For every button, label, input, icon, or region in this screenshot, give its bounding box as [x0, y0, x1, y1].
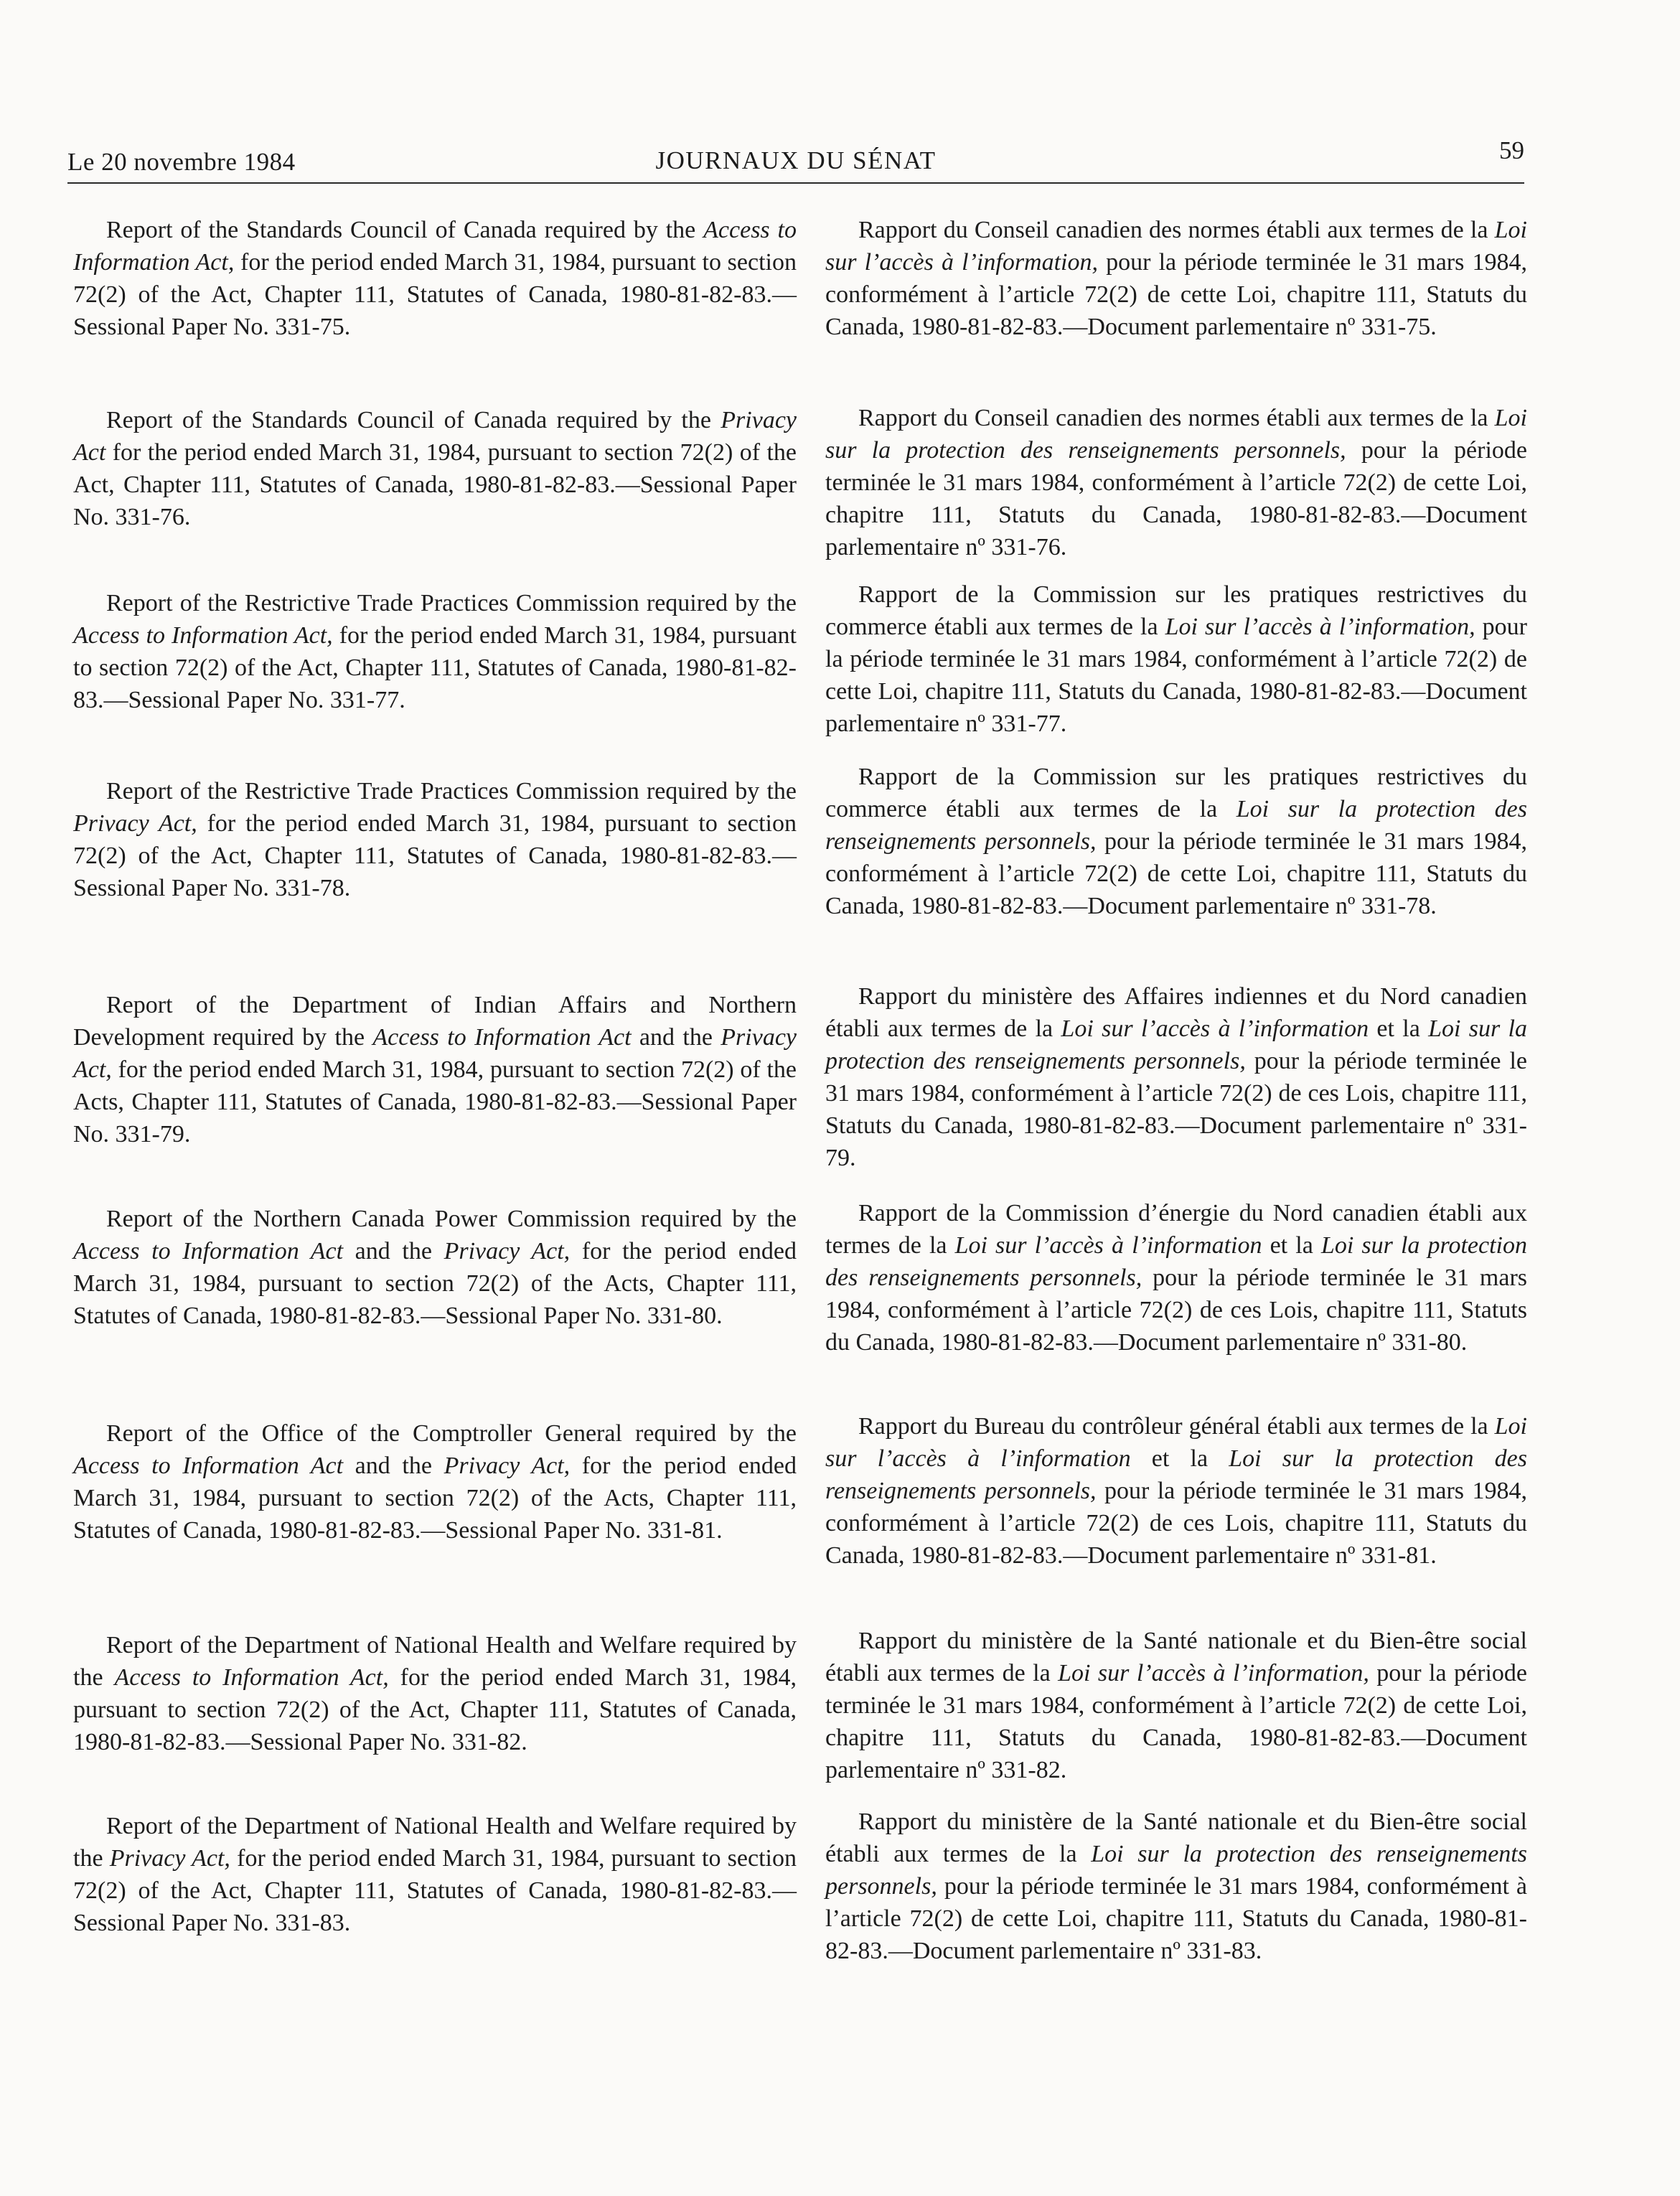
text-run: for the period ended March 31, 1984, pursuant to section 72(2) of the Act, Chapter 111, Statutes of Canada, 1980-81-82-83.—Sessional Paper No. 331-83. — [73, 1845, 797, 1936]
text-run: et la — [1130, 1445, 1229, 1472]
text-run: and the — [343, 1453, 444, 1479]
act-title: Privacy Act, — [109, 1845, 230, 1872]
report-entry-en-9 — [73, 1810, 797, 1939]
act-title: Privacy Act, — [444, 1453, 571, 1479]
act-title: Loi sur l’accès à l’information, — [825, 217, 1527, 276]
report-entry-en-4 — [73, 775, 797, 904]
text-run: and the — [343, 1238, 444, 1264]
act-title: Access to Information Act, — [73, 622, 333, 649]
report-entry-fr-3 — [825, 578, 1527, 740]
text-run: Rapport du ministère de la Santé nationale et du Bien-être social établi aux termes de la — [825, 1808, 1527, 1867]
text-run: et la — [1369, 1015, 1429, 1042]
entry-text — [73, 1629, 797, 1758]
report-entry-en-5 — [73, 989, 797, 1150]
header-rule — [67, 182, 1524, 184]
text-run: for the period ended March 31, 1984, pursuant to section 72(2) of the Act, Chapter 111, Statutes of Canada, 1980-81-82-83.—Sessional Paper No. 331-77. — [73, 622, 797, 713]
act-title: Loi sur la protection des renseignements personnels, — [825, 796, 1527, 855]
text-run: pour la période terminée le 31 mars 1984, conformément à l’article 72(2) de ces Lois, chapitre 111, Statuts du Canada, 1980-81-82-83.—Document parlementaire nº 331-79. — [825, 1048, 1527, 1171]
act-title: Access to Information Act — [372, 1024, 632, 1051]
text-run: Report of the Restrictive Trade Practices Commission required by the — [106, 778, 797, 804]
report-entry-fr-5 — [825, 980, 1527, 1174]
text-run: Rapport du Conseil canadien des normes établi aux termes de la — [858, 217, 1495, 243]
text-run: pour la période terminée le 31 mars 1984, conformément à l’article 72(2) de cette Loi, chapitre 111, Statuts du Canada, 1980-81-82-83.—Document parlementaire nº 331-83. — [825, 1873, 1527, 1964]
text-run: Rapport du Conseil canadien des normes établi aux termes de la — [858, 405, 1495, 431]
act-title: Privacy Act, — [73, 1024, 797, 1083]
text-run: Rapport du Bureau du contrôleur général établi aux termes de la — [858, 1413, 1495, 1440]
text-run: Report of the Standards Council of Canada required by the — [106, 407, 721, 433]
text-run: pour la période terminée le 31 mars 1984, conformément à l’article 72(2) de ces Lois, chapitre 111, Statuts du Canada, 1980-81-82-83.—Document parlementaire nº 331-81. — [825, 1478, 1527, 1569]
act-title: Loi sur la protection des renseignements personnels, — [825, 1445, 1528, 1504]
text-run: for the period ended March 31, 1984, pursuant to section 72(2) of the Acts, Chapter 111, Statutes of Canada, 1980-81-82-83.—Sessional Paper No. 331-81. — [73, 1453, 797, 1544]
entry-text — [73, 775, 797, 904]
entry-text — [825, 402, 1527, 563]
entry-text — [73, 404, 797, 533]
report-entry-fr-9 — [825, 1806, 1527, 1967]
act-title: Loi sur la protection des renseignements personnels, — [825, 1015, 1527, 1074]
text-run: Rapport de la Commission sur les pratiques restrictives du commerce établi aux termes de la — [825, 764, 1527, 822]
act-title: Loi sur l’accès à l’information, — [1165, 614, 1475, 640]
text-run: et la — [1262, 1232, 1321, 1259]
act-title: Access to Information Act — [73, 1453, 344, 1479]
act-title: Loi sur l’accès à l’information — [825, 1413, 1527, 1472]
entry-text — [825, 1625, 1527, 1786]
entry-text — [73, 587, 797, 716]
entry-text — [825, 578, 1527, 740]
text-run: pour la période terminée le 31 mars 1984, conformément à l’article 72(2) de ces Lois, chapitre 111, Statuts du Canada, 1980-81-82-83.—Document parlementaire nº 331-80. — [825, 1264, 1527, 1356]
report-entry-fr-6 — [825, 1197, 1527, 1359]
act-title: Loi sur l’accès à l’information — [954, 1232, 1262, 1259]
text-run: for the period ended March 31, 1984, pursuant to section 72(2) of the Act, Chapter 111, Statutes of Canada, 1980-81-82-83.—Sessional Paper No. 331-76. — [73, 439, 797, 530]
report-entry-en-1 — [73, 214, 797, 343]
entry-text — [73, 989, 797, 1150]
text-run: Report of the Department of National Health and Welfare required by the — [73, 1813, 797, 1872]
act-title: Loi sur l’accès à l’information — [1061, 1015, 1369, 1042]
entry-text — [73, 1810, 797, 1939]
entry-text — [825, 980, 1527, 1174]
entry-text — [825, 1410, 1527, 1572]
report-entry-en-3 — [73, 587, 797, 716]
entry-text — [825, 761, 1527, 922]
report-entry-fr-7 — [825, 1410, 1527, 1572]
text-run: Report of the Northern Canada Power Commission required by the — [106, 1206, 797, 1232]
text-run: for the period ended March 31, 1984, pursuant to section 72(2) of the Act, Chapter 111, Statutes of Canada, 1980-81-82-83.—Sessional Paper No. 331-82. — [73, 1664, 797, 1755]
text-run: Report of the Restrictive Trade Practices Commission required by the — [106, 590, 797, 616]
entry-text — [73, 1203, 797, 1332]
text-run: for the period ended March 31, 1984, pursuant to section 72(2) of the Act, Chapter 111, Statutes of Canada, 1980-81-82-83.—Sessional Paper No. 331-78. — [73, 810, 797, 901]
entry-text — [73, 214, 797, 343]
entry-text — [73, 1417, 797, 1547]
report-entry-en-6 — [73, 1203, 797, 1332]
report-entry-fr-4 — [825, 761, 1527, 922]
text-run: Report of the Department of Indian Affairs and Northern Development required by the — [73, 992, 797, 1051]
entry-text — [825, 1806, 1527, 1967]
text-run: Rapport de la Commission sur les pratiques restrictives du commerce établi aux termes de la — [825, 581, 1527, 640]
report-entry-en-8 — [73, 1629, 797, 1758]
report-entry-fr-2 — [825, 402, 1527, 563]
report-entry-fr-1 — [825, 214, 1527, 343]
text-run: Report of the Department of National Health and Welfare required by the — [73, 1632, 797, 1691]
report-entry-en-2 — [73, 404, 797, 533]
act-title: Privacy Act, — [444, 1238, 571, 1264]
entry-text — [825, 1197, 1527, 1359]
text-run: pour la période terminée le 31 mars 1984, conformément à l’article 72(2) de cette Loi, chapitre 111, Statuts du Canada, 1980-81-82-83.—Document parlementaire nº 331-76. — [825, 437, 1527, 560]
act-title: Access to Information Act, — [114, 1664, 389, 1691]
page-number: 59 — [1499, 136, 1524, 164]
entry-text — [825, 214, 1527, 343]
header-date: Le 20 novembre 1984 — [67, 148, 296, 176]
act-title: Loi sur l’accès à l’information, — [1058, 1660, 1369, 1686]
text-run: Rapport du ministère des Affaires indiennes et du Nord canadien établi aux termes de la — [825, 983, 1527, 1042]
report-entry-fr-8 — [825, 1625, 1527, 1786]
text-run: for the period ended March 31, 1984, pursuant to section 72(2) of the Act, Chapter 111, Statutes of Canada, 1980-81-82-83.—Sessional Paper No. 331-75. — [73, 249, 797, 340]
text-run: for the period ended March 31, 1984, pursuant to section 72(2) of the Acts, Chapter 111, Statutes of Canada, 1980-81-82-83.—Sessional Paper No. 331-80. — [73, 1238, 797, 1329]
text-run: Report of the Standards Council of Canada required by the — [106, 217, 704, 243]
text-run: for the period ended March 31, 1984, pursuant to section 72(2) of the Acts, Chapter 111, Statutes of Canada, 1980-81-82-83.—Sessional Paper No. 331-79. — [73, 1056, 797, 1148]
act-title: Loi sur la protection des renseignements personnels, — [825, 1841, 1527, 1900]
text-run: pour la période terminée le 31 mars 1984, conformément à l’article 72(2) de cette Loi, chapitre 111, Statuts du Canada, 1980-81-82-83.—Document parlementaire nº 331-75. — [825, 249, 1527, 340]
act-title: Loi sur la protection des renseignements personnels, — [825, 405, 1527, 464]
act-title: Privacy Act — [73, 407, 797, 466]
header-title: JOURNAUX DU SÉNAT — [655, 146, 937, 174]
act-title: Access to Information Act — [73, 1238, 344, 1264]
text-run: Rapport de la Commission d’énergie du Nord canadien établi aux termes de la — [825, 1200, 1527, 1259]
text-run: Report of the Office of the Comptroller General required by the — [106, 1420, 797, 1447]
report-entry-en-7 — [73, 1417, 797, 1547]
text-run: and the — [631, 1024, 721, 1051]
text-run: pour la période terminée le 31 mars 1984, conformément à l’article 72(2) de cette Loi, chapitre 111, Statuts du Canada, 1980-81-82-83.—Document parlementaire nº 331-82. — [825, 1660, 1527, 1783]
act-title: Access to Information Act, — [73, 217, 797, 276]
text-run: Rapport du ministère de la Santé nationale et du Bien-être social établi aux termes de la — [825, 1628, 1527, 1686]
text-run: pour la période terminée le 31 mars 1984, conformément à l’article 72(2) de cette Loi, chapitre 111, Statuts du Canada, 1980-81-82-83.—Document parlementaire nº 331-78. — [825, 828, 1527, 919]
act-title: Privacy Act, — [73, 810, 197, 837]
page-header — [67, 136, 1524, 184]
text-run: pour la période terminée le 31 mars 1984, conformément à l’article 72(2) de cette Loi, chapitre 111, Statuts du Canada, 1980-81-82-83.—Document parlementaire nº 331-77. — [825, 614, 1528, 737]
act-title: Loi sur la protection des renseignements personnels, — [825, 1232, 1527, 1291]
